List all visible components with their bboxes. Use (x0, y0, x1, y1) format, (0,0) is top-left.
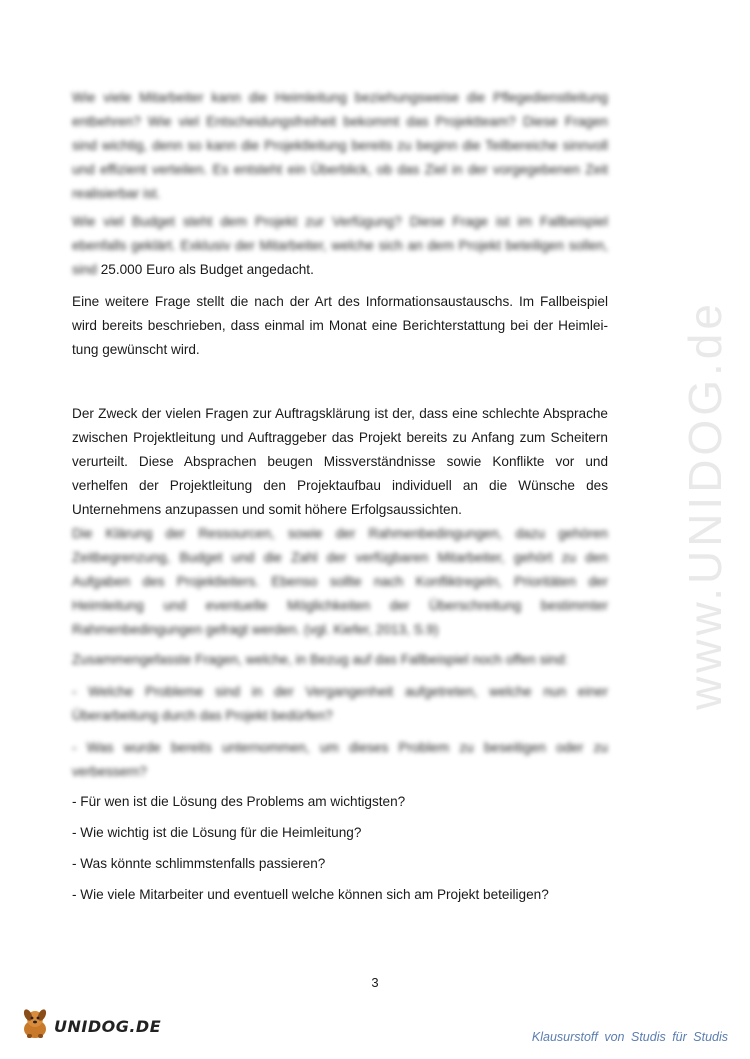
blurred-paragraph-1: Wie viele Mitarbeiter kann die Heimleitung beziehungsweise die Pflegedienstleitung entbehren? Wie viel Entscheidungsfreiheit bekommt das Projektteam? Diese Fragen sind wichtig, denn so kann die Projektleitung bereits zu beginn die Teilbereiche sinnvoll und effizient verteilen. Es entsteht ein Überblick, ob das Ziel in der vorgegebenen Zeit realisierbar ist. (72, 90, 608, 201)
blurred-paragraph-3: Die Klärung der Ressourcen, sowie der Rahmenbedingungen, dazu gehören Zeitbegrenzung, Budget und die Zahl der verfügbaren Mitarbeiter, gehört zu den Aufgaben des Projektleiters. Ebenso sollte nach Konfliktregeln, Prioritäten der Heimleitung und eventuelle Möglichkeiten der Überschreitung bestimmter Rahmenbedingungen gefragt werden. (vgl. Kiefer, 2013, S.9) (72, 526, 608, 637)
question-item: - Wie wichtig ist die Lösung für die Heimleitung? (72, 825, 362, 840)
blurred-paragraph-2: Wie viel Budget steht dem Projekt zur Verfügung? Diese Frage ist im Fallbeispiel ebenfalls geklärt. Exklusiv der Mitarbeiter, welche sich an dem Projekt beteiligen sollen, sind (72, 214, 608, 277)
budget-sentence: 25.000 Euro als Budget angedacht. (100, 262, 314, 277)
blurred-question-2: - Was wurde bereits unternommen, um dieses Problem zu beseitigen oder zu verbessern? (72, 740, 608, 779)
dog-icon (18, 1007, 52, 1046)
blurred-question-1: - Welche Probleme sind in der Vergangenheit aufgetreten, welche nun einer Überarbeitung durch das Projekt bedürfen? (72, 684, 608, 723)
information-exchange-paragraph: Eine weitere Frage stellt die nach der Art des Informationsaustauschs. Im Fallbeispiel wird bereits beschrieben, dass einmal im Monat eine Berichterstattung bei der Heimlei-tung gewünscht wird. (72, 294, 608, 357)
question-item: - Für wen ist die Lösung des Problems am wichtigsten? (72, 794, 406, 809)
page-number: 3 (371, 975, 379, 990)
watermark: www.UNIDOG.de (679, 300, 731, 710)
logo-text: UNIDOG.DE (54, 1016, 162, 1036)
unidog-logo[interactable] (18, 1006, 161, 1046)
question-item: - Wie viele Mitarbeiter und eventuell welche können sich am Projekt beteiligen? (72, 887, 549, 902)
blurred-paragraph-4: Zusammengefasste Fragen, welche, in Bezug auf das Fallbeispiel noch offen sind: (72, 652, 569, 667)
question-item: - Was könnte schlimmstenfalls passieren? (72, 856, 326, 871)
budget-paragraph (72, 210, 608, 282)
footer-tagline: Klausurstoff von Studis für Studis (531, 1030, 728, 1044)
purpose-paragraph: Der Zweck der vielen Fragen zur Auftragsklärung ist der, dass eine schlechte Absprache zwischen Projektleitung und Auftraggeber das Projekt bereits zu Anfang zum Scheitern verurteilt. Diese Absprachen beugen Missverständnisse sowie Konflikte vor und verhelfen der Projektleitung den Projektaufbau individuell an die Wünsche des Unternehmens anzupassen und somit höhere Erfolgsaussichten. (72, 406, 608, 517)
